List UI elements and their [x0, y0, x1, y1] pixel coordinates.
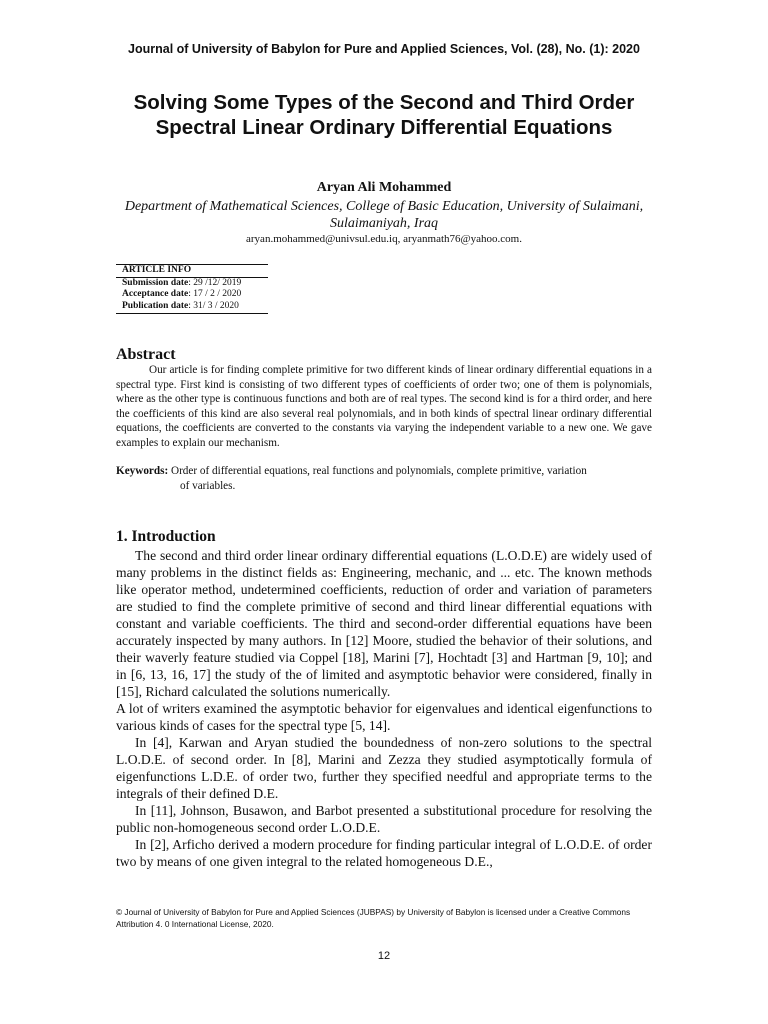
publication-date-row [116, 301, 268, 313]
intro-paragraph-2: A lot of writers examined the asymptotic behavior for eigenvalues and identical eigenfunctions to various kinds of cases for the spectral type [5, 14]. [116, 701, 652, 733]
article-info-box [116, 264, 268, 314]
acceptance-date-value: : 17 / 2 / 2020 [188, 289, 242, 299]
publication-date-label: Publication date [122, 300, 189, 311]
journal-header: Journal of University of Babylon for Pure and Applied Sciences, Vol. (28), No. (1): 2020 [128, 42, 640, 56]
intro-paragraph-1: The second and third order linear ordinary differential equations (L.O.D.E) are widely used of many problems in the distinct fields as: Engineering, mechanic, and ... etc. The known methods like operator method, undetermined coefficients, reduction of order and variation of parameters are studied to find the complete primitive of second and third linear differential equations with constant and variable coefficients. The third and second-order differential equations have been accurately inspected by many authors. In [12] Moore, studied the behavior of their solutions, and their waverly feature studied via Coppel [18], Marini [7], Hochtadt [3] and Hartman [9, 10]; and in [6, 13, 16, 17] the study of the of limited and asymptotic behavior were considered, finally in [15], Richard calculated the solutions numerically. [116, 548, 652, 699]
author-emails: aryan.mohammed@univsul.edu.iq, aryanmath76@yahoo.com. [246, 233, 522, 245]
author-name: Aryan Ali Mohammed [316, 180, 452, 195]
keywords-label: Keywords: [116, 465, 169, 477]
abstract-text: Our article is for finding complete primitive for two different kinds of linear ordinary differential equations in a spectral type. First kind is consisting of two different types of coefficients of order two; one of them is polynomials, where as the other type is continuous functions and both are of real types. The second kind is for a third order, and here the coefficients of this kind are also several real polynomials, and in both kinds of spectral linear ordinary differential equations, the coefficients are converted to the constants via varying the independent variable to a new one. We gave examples to explain our mechanism. [116, 364, 652, 449]
submission-date-value: : 29 /12/ 2019 [188, 277, 242, 288]
introduction-heading: 1. Introduction [116, 528, 216, 545]
submission-date-row [116, 278, 268, 290]
author-affiliation: Department of Mathematical Sciences, College of Basic Education, University of Sulaimani, Sulaimaniyah, Iraq [124, 199, 644, 231]
submission-date-label: Submission date [122, 277, 189, 288]
intro-paragraph-3: In [4], Karwan and Aryan studied the boundedness of non-zero solutions to the spectral L.O.D.E. of second order. In [8], Marini and Zezza they studied asymptotically formula of eigenfunctions L.D.E. of order two, further they specified needful and appropriate terms to the integrals of their defined D.E. [116, 735, 652, 801]
keywords-text: Order of differential equations, real functions and polynomials, complete primitive, variation [168, 465, 587, 477]
acceptance-date-label: Acceptance date [122, 289, 189, 299]
paper-title: Solving Some Types of the Second and Third Order Spectral Linear Ordinary Differential Equations [133, 91, 635, 139]
page-number: 12 [377, 950, 391, 962]
keywords-line-1 [116, 464, 652, 479]
keywords-block [116, 464, 652, 493]
intro-paragraph-5: In [2], Arficho derived a modern procedure for finding particular integral of L.O.D.E. of order two by means of one given integral to the related homogeneous D.E., [116, 837, 652, 869]
acceptance-date-row [116, 289, 268, 301]
introduction-body [116, 547, 652, 870]
keywords-line-2: of variables. [180, 479, 236, 492]
abstract-body [116, 363, 652, 450]
publication-date-value: : 31/ 3 / 2020 [188, 300, 239, 311]
abstract-heading: Abstract [116, 346, 176, 363]
intro-paragraph-4: In [11], Johnson, Busawon, and Barbot presented a substitutional procedure for resolving the public non-homogeneous second order L.O.D.E. [116, 803, 652, 835]
article-info-heading: ARTICLE INFO [116, 265, 268, 278]
license-footer: © Journal of University of Babylon for Pure and Applied Sciences (JUBPAS) by University of Babylon is licensed under a Creative Commons Attribution 4. 0 International License, 2020. [116, 907, 631, 929]
